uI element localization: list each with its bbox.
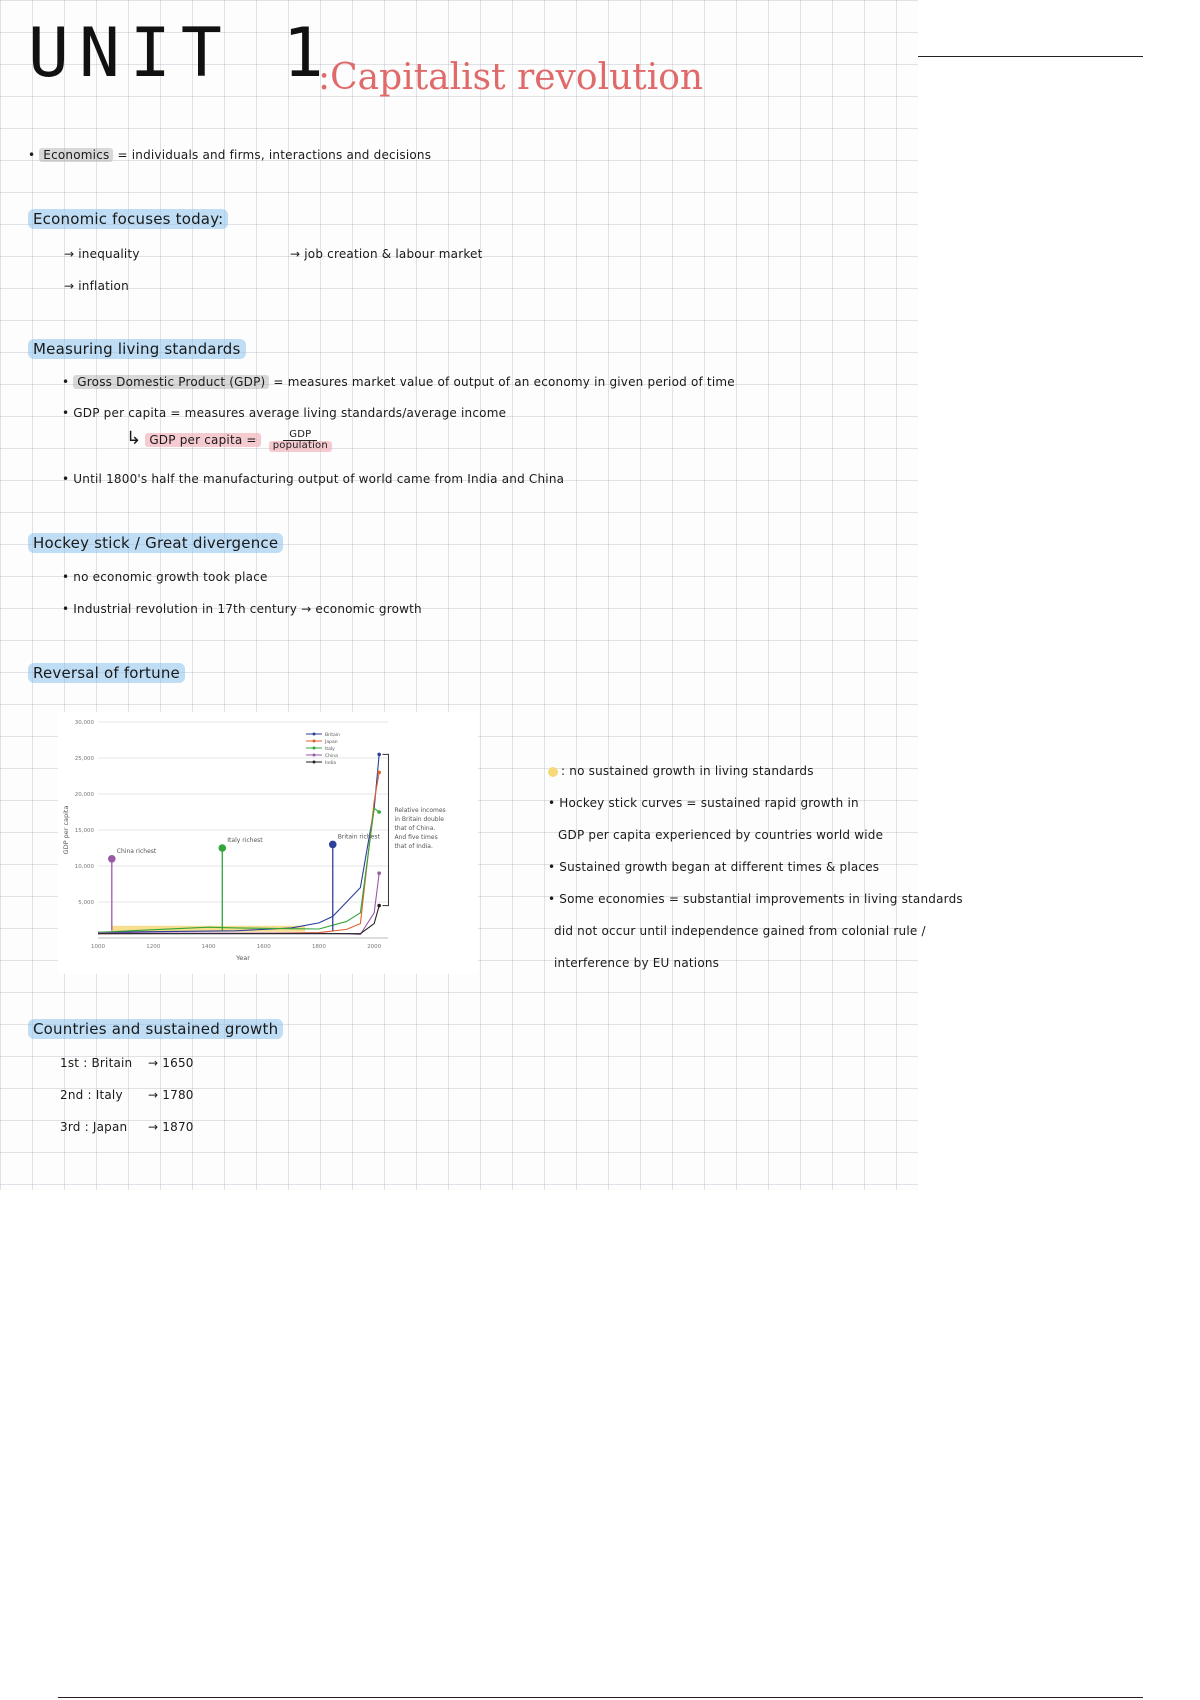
y-tick-label: 25,000 xyxy=(74,756,94,762)
country-year: → 1650 xyxy=(148,1056,194,1070)
series-line-italy xyxy=(98,808,379,932)
annotation-label: Italy richest xyxy=(227,837,263,844)
chart-note: did not occur until independence gained from colonial rule / xyxy=(554,924,926,938)
series-end-point xyxy=(377,871,381,875)
gdp-definition: • Gross Domestic Product (GDP) = measures market value of output of an economy in given period of time xyxy=(62,375,735,389)
x-tick-label: 2000 xyxy=(367,944,382,950)
x-axis-label: Year xyxy=(236,954,250,962)
legend-marker xyxy=(313,733,316,736)
country-rank: 2nd : Italy xyxy=(60,1088,123,1102)
gdp-chart xyxy=(58,712,478,974)
countries-heading: Countries and sustained growth xyxy=(28,1020,283,1038)
hockey-item: • no economic growth took place xyxy=(62,570,268,584)
economics-term: Economics xyxy=(39,148,113,162)
chart-note: • Some economies = substantial improvements in living standards xyxy=(548,892,963,906)
gdp-formula: ↳ GDP per capita = $\frac{\text{GDP}}{\text{population}}$ xyxy=(126,428,332,452)
note-line: that of China. xyxy=(394,825,436,832)
series-end-point xyxy=(377,771,381,775)
y-tick-label: 30,000 xyxy=(74,720,94,726)
annotation-marker xyxy=(329,841,337,849)
x-tick-label: 1600 xyxy=(256,944,271,950)
country-year: → 1870 xyxy=(148,1120,194,1134)
x-tick-label: 1400 xyxy=(201,944,216,950)
legend-label: China xyxy=(325,754,338,759)
x-tick-label: 1000 xyxy=(91,944,105,950)
legend-label: Britain xyxy=(325,733,340,738)
yellow-dot-icon xyxy=(548,767,558,777)
formula-numerator: GDP xyxy=(283,430,317,442)
focus-item-inflation: → inflation xyxy=(64,279,129,293)
y-tick-label: 20,000 xyxy=(74,792,94,798)
yellow-legend-note: : no sustained growth in living standards xyxy=(548,764,814,778)
annotation-marker xyxy=(218,844,226,852)
top-rule xyxy=(918,56,1143,57)
annotation-label: Britain richest xyxy=(337,833,380,841)
series-end-point xyxy=(377,810,381,814)
focus-item-job-creation: → job creation & labour market xyxy=(290,247,483,261)
note-line: And five times xyxy=(394,834,438,841)
legend-label: Italy xyxy=(325,747,335,752)
focus-item-inequality: → inequality xyxy=(64,247,140,261)
annotation-marker xyxy=(108,855,116,863)
economic-focuses-heading: Economic focuses today: xyxy=(28,210,228,228)
legend-marker xyxy=(313,761,316,764)
y-tick-label: 15,000 xyxy=(74,828,94,834)
bottom-rule xyxy=(58,1697,1143,1698)
y-axis-label: GDP per capita xyxy=(62,805,70,855)
hockey-item: • Industrial revolution in 17th century → economic growth xyxy=(62,602,422,616)
economics-definition: = individuals and firms, interactions and decisions xyxy=(117,148,432,162)
until-1800-line: • Until 1800's half the manufacturing output of world came from India and China xyxy=(62,472,565,486)
chart-note: • Sustained growth began at different times & places xyxy=(548,860,880,874)
chart-note: • Hockey stick curves = sustained rapid growth in xyxy=(548,796,859,810)
page-subtitle: :Capitalist revolution xyxy=(318,57,704,98)
series-end-point xyxy=(377,753,381,757)
note-line: in Britain double xyxy=(394,816,444,823)
gdp-term: Gross Domestic Product (GDP) xyxy=(73,375,269,389)
unit-title: UNIT 1 xyxy=(28,14,334,93)
country-year: → 1780 xyxy=(148,1088,194,1102)
series-line-china xyxy=(98,873,379,934)
intro-line: • Economics = individuals and firms, interactions and decisions xyxy=(28,148,432,162)
y-tick-label: 5,000 xyxy=(78,900,94,906)
note-line: Relative incomes xyxy=(394,807,446,814)
y-tick-label: 10,000 xyxy=(74,864,94,870)
hockey-heading: Hockey stick / Great divergence xyxy=(28,534,283,552)
reversal-heading: Reversal of fortune xyxy=(28,664,185,682)
x-tick-label: 1800 xyxy=(311,944,326,950)
chart-note: GDP per capita experienced by countries world wide xyxy=(558,828,884,842)
legend-marker xyxy=(313,740,316,743)
legend-label: India xyxy=(325,761,337,766)
legend-label: Japan xyxy=(325,740,338,745)
measuring-heading: Measuring living standards xyxy=(28,340,246,358)
country-rank: 3rd : Japan xyxy=(60,1120,128,1134)
chart-note: interference by EU nations xyxy=(554,956,720,970)
legend-marker xyxy=(313,747,316,750)
gdp-chart-svg xyxy=(58,712,478,974)
note-line: that of India. xyxy=(394,843,433,850)
series-end-point xyxy=(377,904,381,908)
formula-denominator: population xyxy=(269,441,332,452)
x-tick-label: 1200 xyxy=(146,944,161,950)
gdp-per-capita-line: • GDP per capita = measures average living standards/average income xyxy=(62,406,507,420)
country-rank: 1st : Britain xyxy=(60,1056,133,1070)
legend-marker xyxy=(313,754,316,757)
formula-fraction xyxy=(269,430,332,452)
annotation-label: China richest xyxy=(116,847,157,855)
formula-label: GDP per capita = xyxy=(145,433,260,447)
